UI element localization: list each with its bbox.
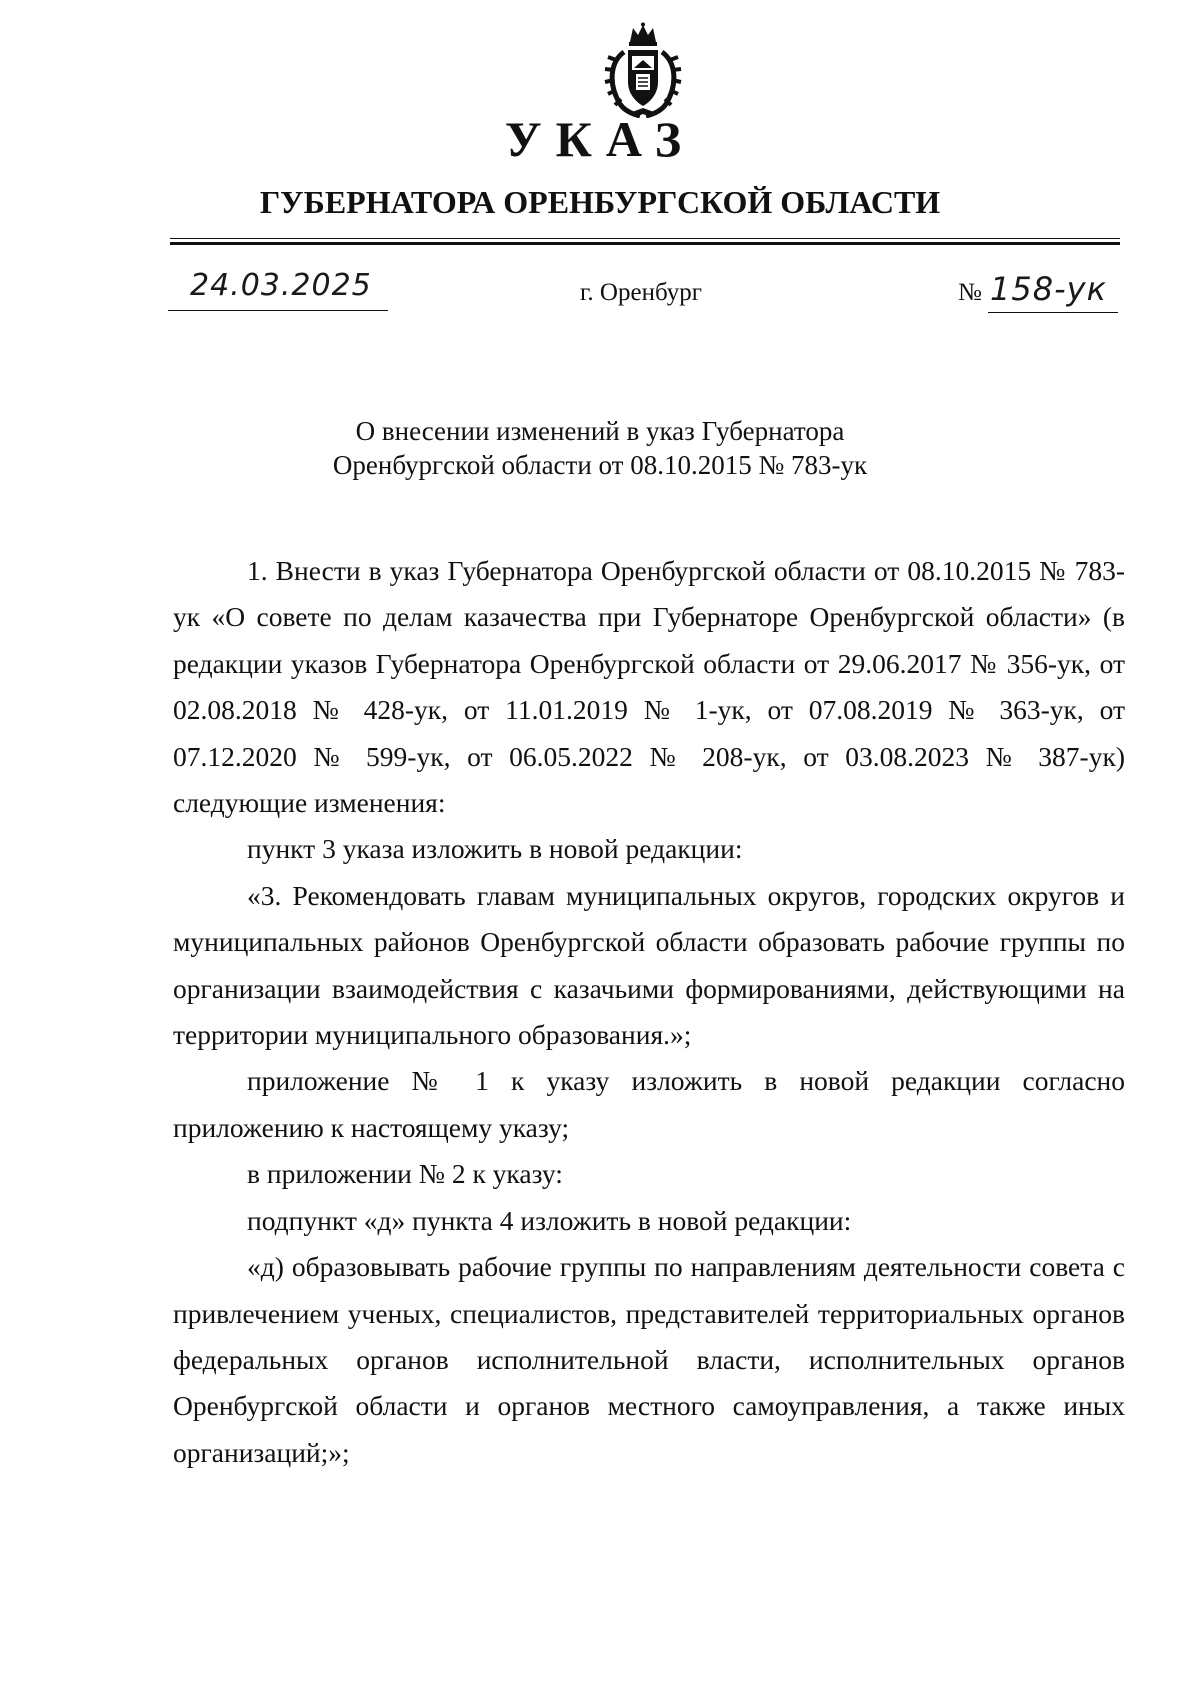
decree-subject [0, 414, 1200, 482]
oblast-coat-of-arms-icon [602, 22, 684, 118]
decree-date: 24.03.2025 [190, 268, 372, 303]
header-divider-thick [170, 242, 1120, 245]
paragraph-6: подпункт «д» пункта 4 изложить в новой редакции: [247, 1204, 852, 1236]
paragraph-5: в приложении № 2 к указу: [247, 1158, 563, 1190]
city-label: г. Оренбург [580, 279, 702, 306]
issuer-title: ГУБЕРНАТОРА ОРЕНБУРГСКОЙ ОБЛАСТИ [259, 184, 941, 220]
number-label: № [958, 279, 982, 306]
subject-line-1: О внесении изменений в указ Губернатора [355, 416, 845, 446]
decree-title: УКАЗ [504, 111, 696, 167]
paragraph-1: 1. Внести в указ Губернатора Оренбургской области от 08.10.2015 № 783-ук «О совете по делам казачества при Губернаторе Оренбургской области» (в редакции указов Губернатора Оренбургской области от 29.06.2017 № 356-ук, от 02.08.2018 № 428-ук, от 11.01.2019 № 1-ук, от 07.08.2019 № 363-ук, от 07.12.2020 № 599-ук, от 06.05.2022 № 208-ук, от 03.08.2023 № 387-ук) следующие изменения: [173, 555, 1125, 819]
paragraph-2: пункт 3 указа изложить в новой редакции: [247, 833, 743, 865]
paragraph-4: приложение № 1 к указу изложить в новой редакции согласно приложению к настоящему указу; [173, 1065, 1125, 1143]
header-divider-thin [170, 238, 1120, 239]
subject-line-2: Оренбургской области от 08.10.2015 № 783-ук [332, 450, 868, 480]
date-underline [168, 310, 388, 311]
paragraph-7: «д) образовывать рабочие группы по направлениям деятельности совета с привлечением ученых, специалистов, представителей территориальных органов федеральных органов исполнительной власти, исполнительных органов Оренбургской области и органов местного самоуправления, а также иных организаций;»; [173, 1251, 1125, 1468]
number-underline [988, 312, 1118, 313]
decree-number: 158-ук [990, 270, 1107, 308]
decree-body [173, 548, 1125, 1476]
paragraph-3: «3. Рекомендовать главам муниципальных округов, городских округов и муниципальных районов Оренбургской области образовать рабочие группы по организации взаимодействия с казачьими формированиями, действующими на территории муниципального образования.»; [173, 879, 1125, 1051]
